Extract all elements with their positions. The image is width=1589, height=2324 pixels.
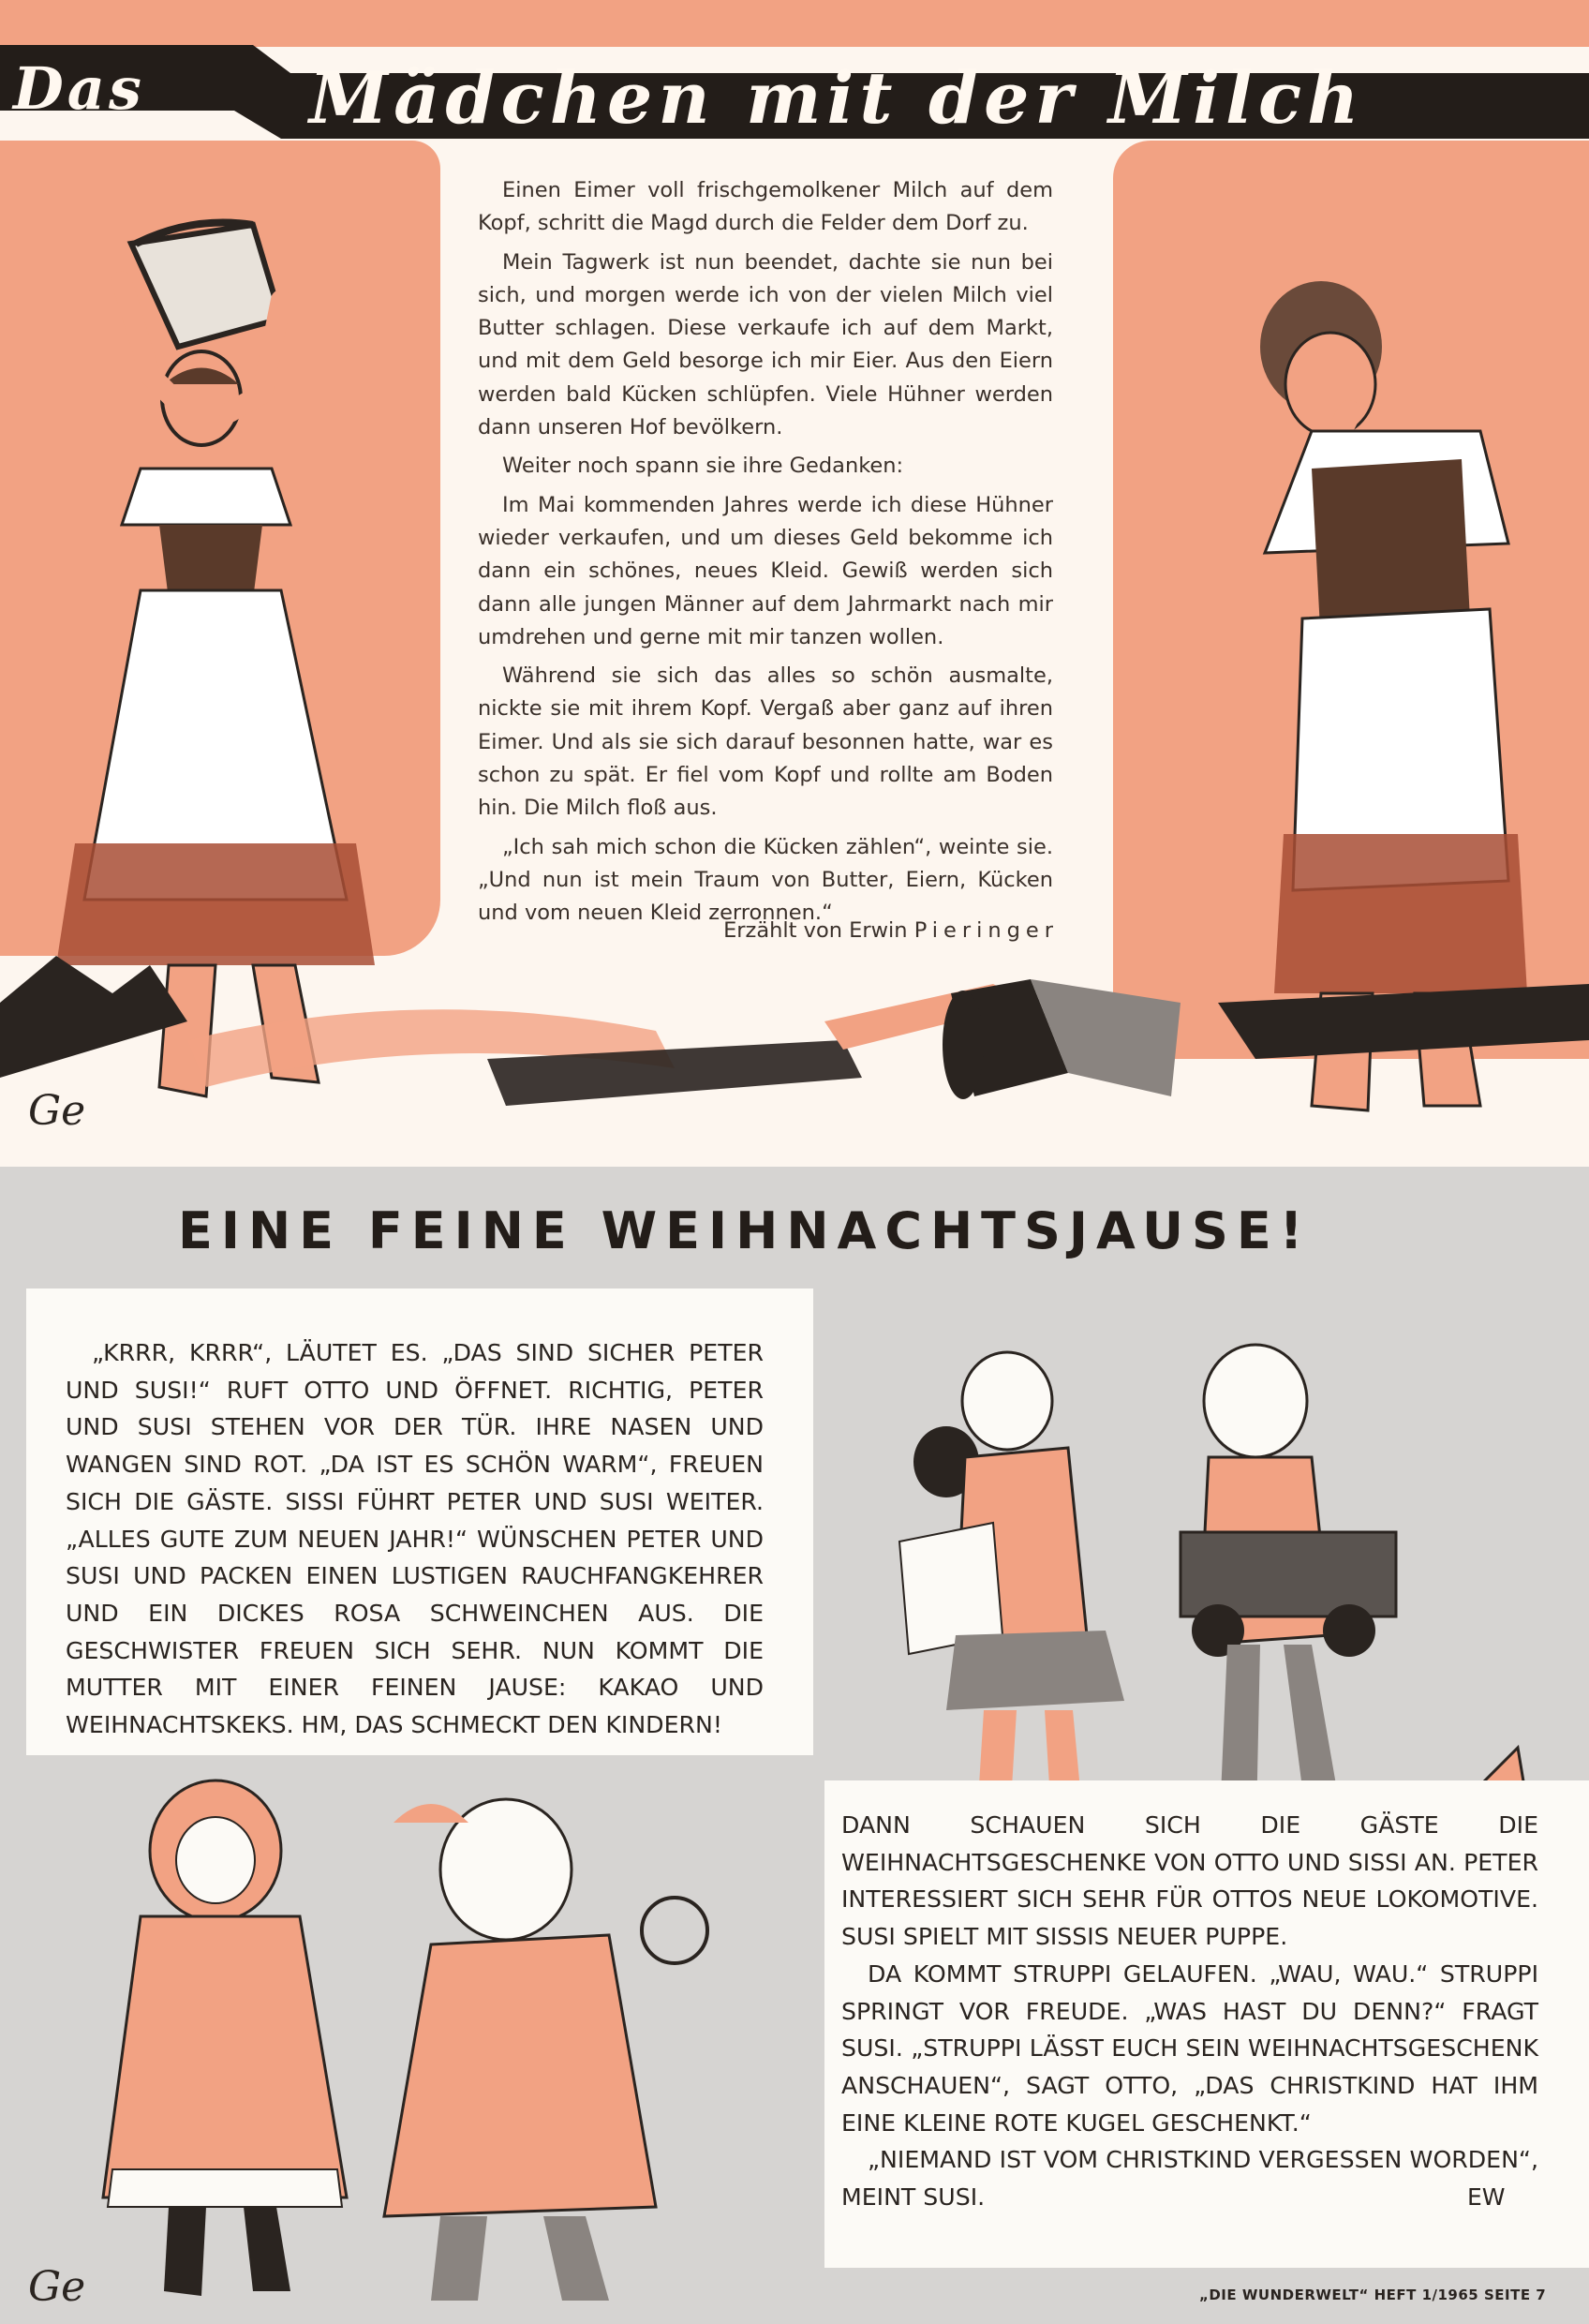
story1-byline <box>693 918 1059 943</box>
story1-paragraph: Im Mai kommenden Jahres werde ich diese Hühner wieder verkaufen, und um dieses Geld bekomme ich dann ein schönes, neues Kleid. Gewiß werden sich dann alle jungen Männer auf dem Jahrmarkt nach mir umdrehen und gerne mit mir tanzen wollen. <box>478 492 1053 649</box>
story1-body <box>478 174 1053 936</box>
story2-title: EINE FEINE WEIHNACHTSJAUSE! <box>178 1201 1312 1260</box>
top-color-band <box>0 0 1589 47</box>
story1-paragraph: „Ich sah mich schon die Kücken zählen“, weinte sie. „Und nun ist mein Traum von Butter, Eiern, Kücken und vom neuen Kleid zerronnen.“ <box>478 834 1053 926</box>
story1-title-das: Das <box>13 54 145 123</box>
story1-paragraph: Weiter noch spann sie ihre Gedanken: <box>502 454 904 479</box>
story2-body-part1 <box>66 1334 764 1744</box>
story1-title: Mädchen mit der Milch <box>309 56 1365 140</box>
story2-body-part2 <box>841 1807 1538 2216</box>
title-banner <box>0 45 1589 139</box>
story1-paragraph: Einen Eimer voll frischgemolkener Milch auf dem Kopf, schritt die Magd durch die Felder dem Dorf zu. <box>478 178 1053 236</box>
byline-author: Pieringer <box>913 918 1059 943</box>
illustrator-signature-top: Ge <box>28 1087 86 1135</box>
story1-paragraph: Während sie sich das alles so schön ausmalte, nickte sie mit ihrem Kopf. Vergaß aber ganz auf ihren Eimer. Und als sie sich darauf besonnen hatte, war es schon zu spät. Er fiel vom Kopf und rollte am Boden hin. Die Milch floß aus. <box>478 663 1053 821</box>
story1-paragraph: Mein Tagwerk ist nun beendet, dachte sie nun bei sich, und morgen werde ich von der vielen Milch viel Butter schlagen. Diese verkaufe ich auf dem Markt, und mit dem Geld besorge ich mir Eier. Aus den Eiern werden bald Kücken schlüpfen. Viele Hühner werden dann unseren Hof bevölkern. <box>478 249 1053 440</box>
story2-author-initials: EW <box>1467 2183 1506 2211</box>
story2-paragraph: DANN SCHAUEN SICH DIE GÄSTE DIE WEIHNACHTSGESCHENKE VON OTTO UND SISSI AN. PETER INTERESSIERT SICH SEHR FÜR OTTOS NEUE LOKOMOTIVE. SUSI SPIELT MIT SISSIS NEUER PUPPE. <box>841 1811 1538 1951</box>
ground-illustration <box>0 928 1589 1162</box>
story2-paragraph: „NIEMAND IST VOM CHRISTKIND VERGESSEN WORDEN“, MEINT SUSI. <box>841 2146 1538 2212</box>
byline-prefix: Erzählt von Erwin <box>723 918 908 943</box>
illustrator-signature-bottom: Ge <box>28 2263 86 2311</box>
story2-paragraph: DA KOMMT STRUPPI GELAUFEN. „WAU, WAU.“ STRUPPI SPRINGT VOR FREUDE. „WAS HAST DU DENN?“ FRAGT SUSI. „STRUPPI LÄSST EUCH SEIN WEIHNACHTSGESCHENK ANSCHAUEN“, SAGT OTTO, „DAS CHRISTKIND HAT IHM EINE KLEINE ROTE KUGEL GESCHENKT.“ <box>841 1959 1538 2137</box>
story2-paragraph: „KRRR, KRRR“, LÄUTET ES. „DAS SIND SICHER PETER UND SUSI!“ RUFT OTTO UND ÖFFNET. RICHTIG, PETER UND SUSI STEHEN VOR DER TÜR. IHRE NASEN UND WANGEN SIND ROT. „DA IST ES SCHÖN WARM“, FREUEN SICH DIE GÄSTE. SISSI FÜHRT PETER UND SUSI WEITER. „ALLES GUTE ZUM NEUEN JAHR!“ WÜNSCHEN PETER UND SUSI UND PACKEN EINEN LUSTIGEN RAUCHFANGKEHRER UND EIN DICKES ROSA SCHWEINCHEN AUS. DIE GESCHWISTER FREUEN SICH SEHR. NUN KOMMT DIE MUTTER MIT EINER FEINEN JAUSE: KAKAO UND WEIHNACHTSKEKS. HM, DAS SCHMECKT DEN KINDERN! <box>66 1339 764 1739</box>
page-footer: „DIE WUNDERWELT“ HEFT 1/1965 SEITE 7 <box>1199 2287 1547 2303</box>
children-in-winter-illustration <box>75 1766 750 2310</box>
